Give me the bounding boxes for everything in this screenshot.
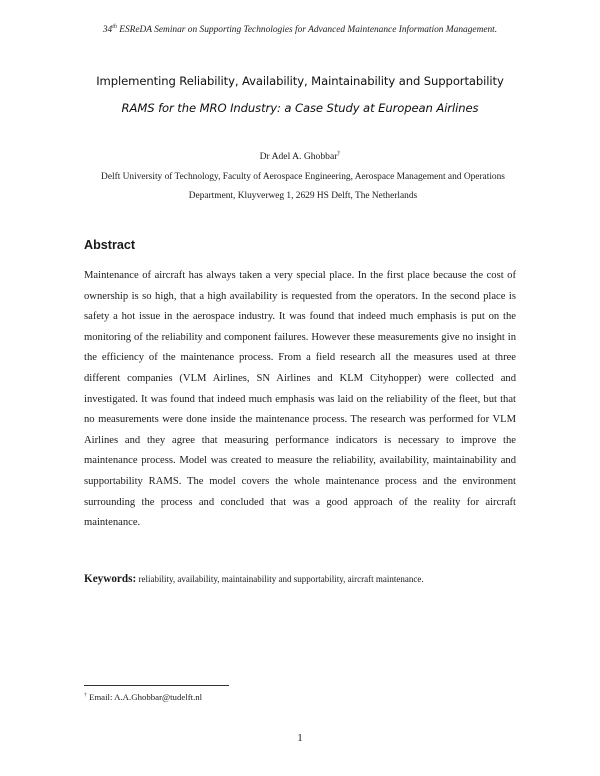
affiliation-line-2: Department, Kluyverweg 1, 2629 HS Delft, The Netherlands xyxy=(188,191,418,201)
affiliation xyxy=(60,168,546,206)
seminar-title: ESReDA Seminar on Supporting Technologies for Advanced Maintenance Information Management. xyxy=(116,25,498,36)
keywords-text: reliability, availability, maintainability and supportability, aircraft maintenance. xyxy=(136,574,424,584)
abstract-heading: Abstract xyxy=(84,238,136,252)
footnote-mark: † xyxy=(84,692,87,699)
keywords-label: Keywords: xyxy=(84,573,137,585)
author-name: Dr Adel A. Ghobbar xyxy=(259,151,338,163)
footnote xyxy=(84,692,202,702)
page-number: 1 xyxy=(297,732,303,744)
title-line-1: Implementing Reliability, Availability, Maintainability and Supportability xyxy=(96,74,504,88)
footnote-email: Email: A.A.Ghobbar@tudelft.nl xyxy=(86,692,203,702)
title-line-2: RAMS for the MRO Industry: a Case Study at European Airlines xyxy=(121,101,479,115)
author-footnote-mark: † xyxy=(337,151,341,157)
running-header xyxy=(0,24,600,35)
author xyxy=(0,151,600,162)
paper-title xyxy=(0,68,600,122)
ordinal-suffix: th xyxy=(112,24,117,30)
abstract-body: Maintenance of aircraft has always taken a very special place. In the first place because the cost of ownership is so high, that a high availability is requested from the operators. In the second place is safety a hot issue in the aerospace industry. It was found that indeed much emphasis is put on the monitoring of the reliability and component failures. However these measurements give no insight in the efficiency of the maintenance process. From a field research all the measures used at three different companies (VLM Airlines, SN Airlines and KLM Cityhopper) were collected and investigated. It was found that indeed much emphasis was laid on the reliability of the fleet, but that no measurements were done inside the maintenance process. The research was performed for VLM Airlines and they agree that measuring performance indicators is necessary to improve the maintenance process. Model was created to measure the reliability, availability, maintainability and supportability RAMS. The model covers the whole maintenance process and the environment surrounding the process and concluded that was a good approach of the reality for aircraft maintenance. xyxy=(84,270,516,529)
seminar-number: 34 xyxy=(102,25,113,36)
affiliation-line-1: Delft University of Technology, Faculty of Aerospace Engineering, Aerospace Management and Operations xyxy=(101,172,505,182)
footnote-rule xyxy=(84,685,229,686)
keywords xyxy=(84,573,524,585)
